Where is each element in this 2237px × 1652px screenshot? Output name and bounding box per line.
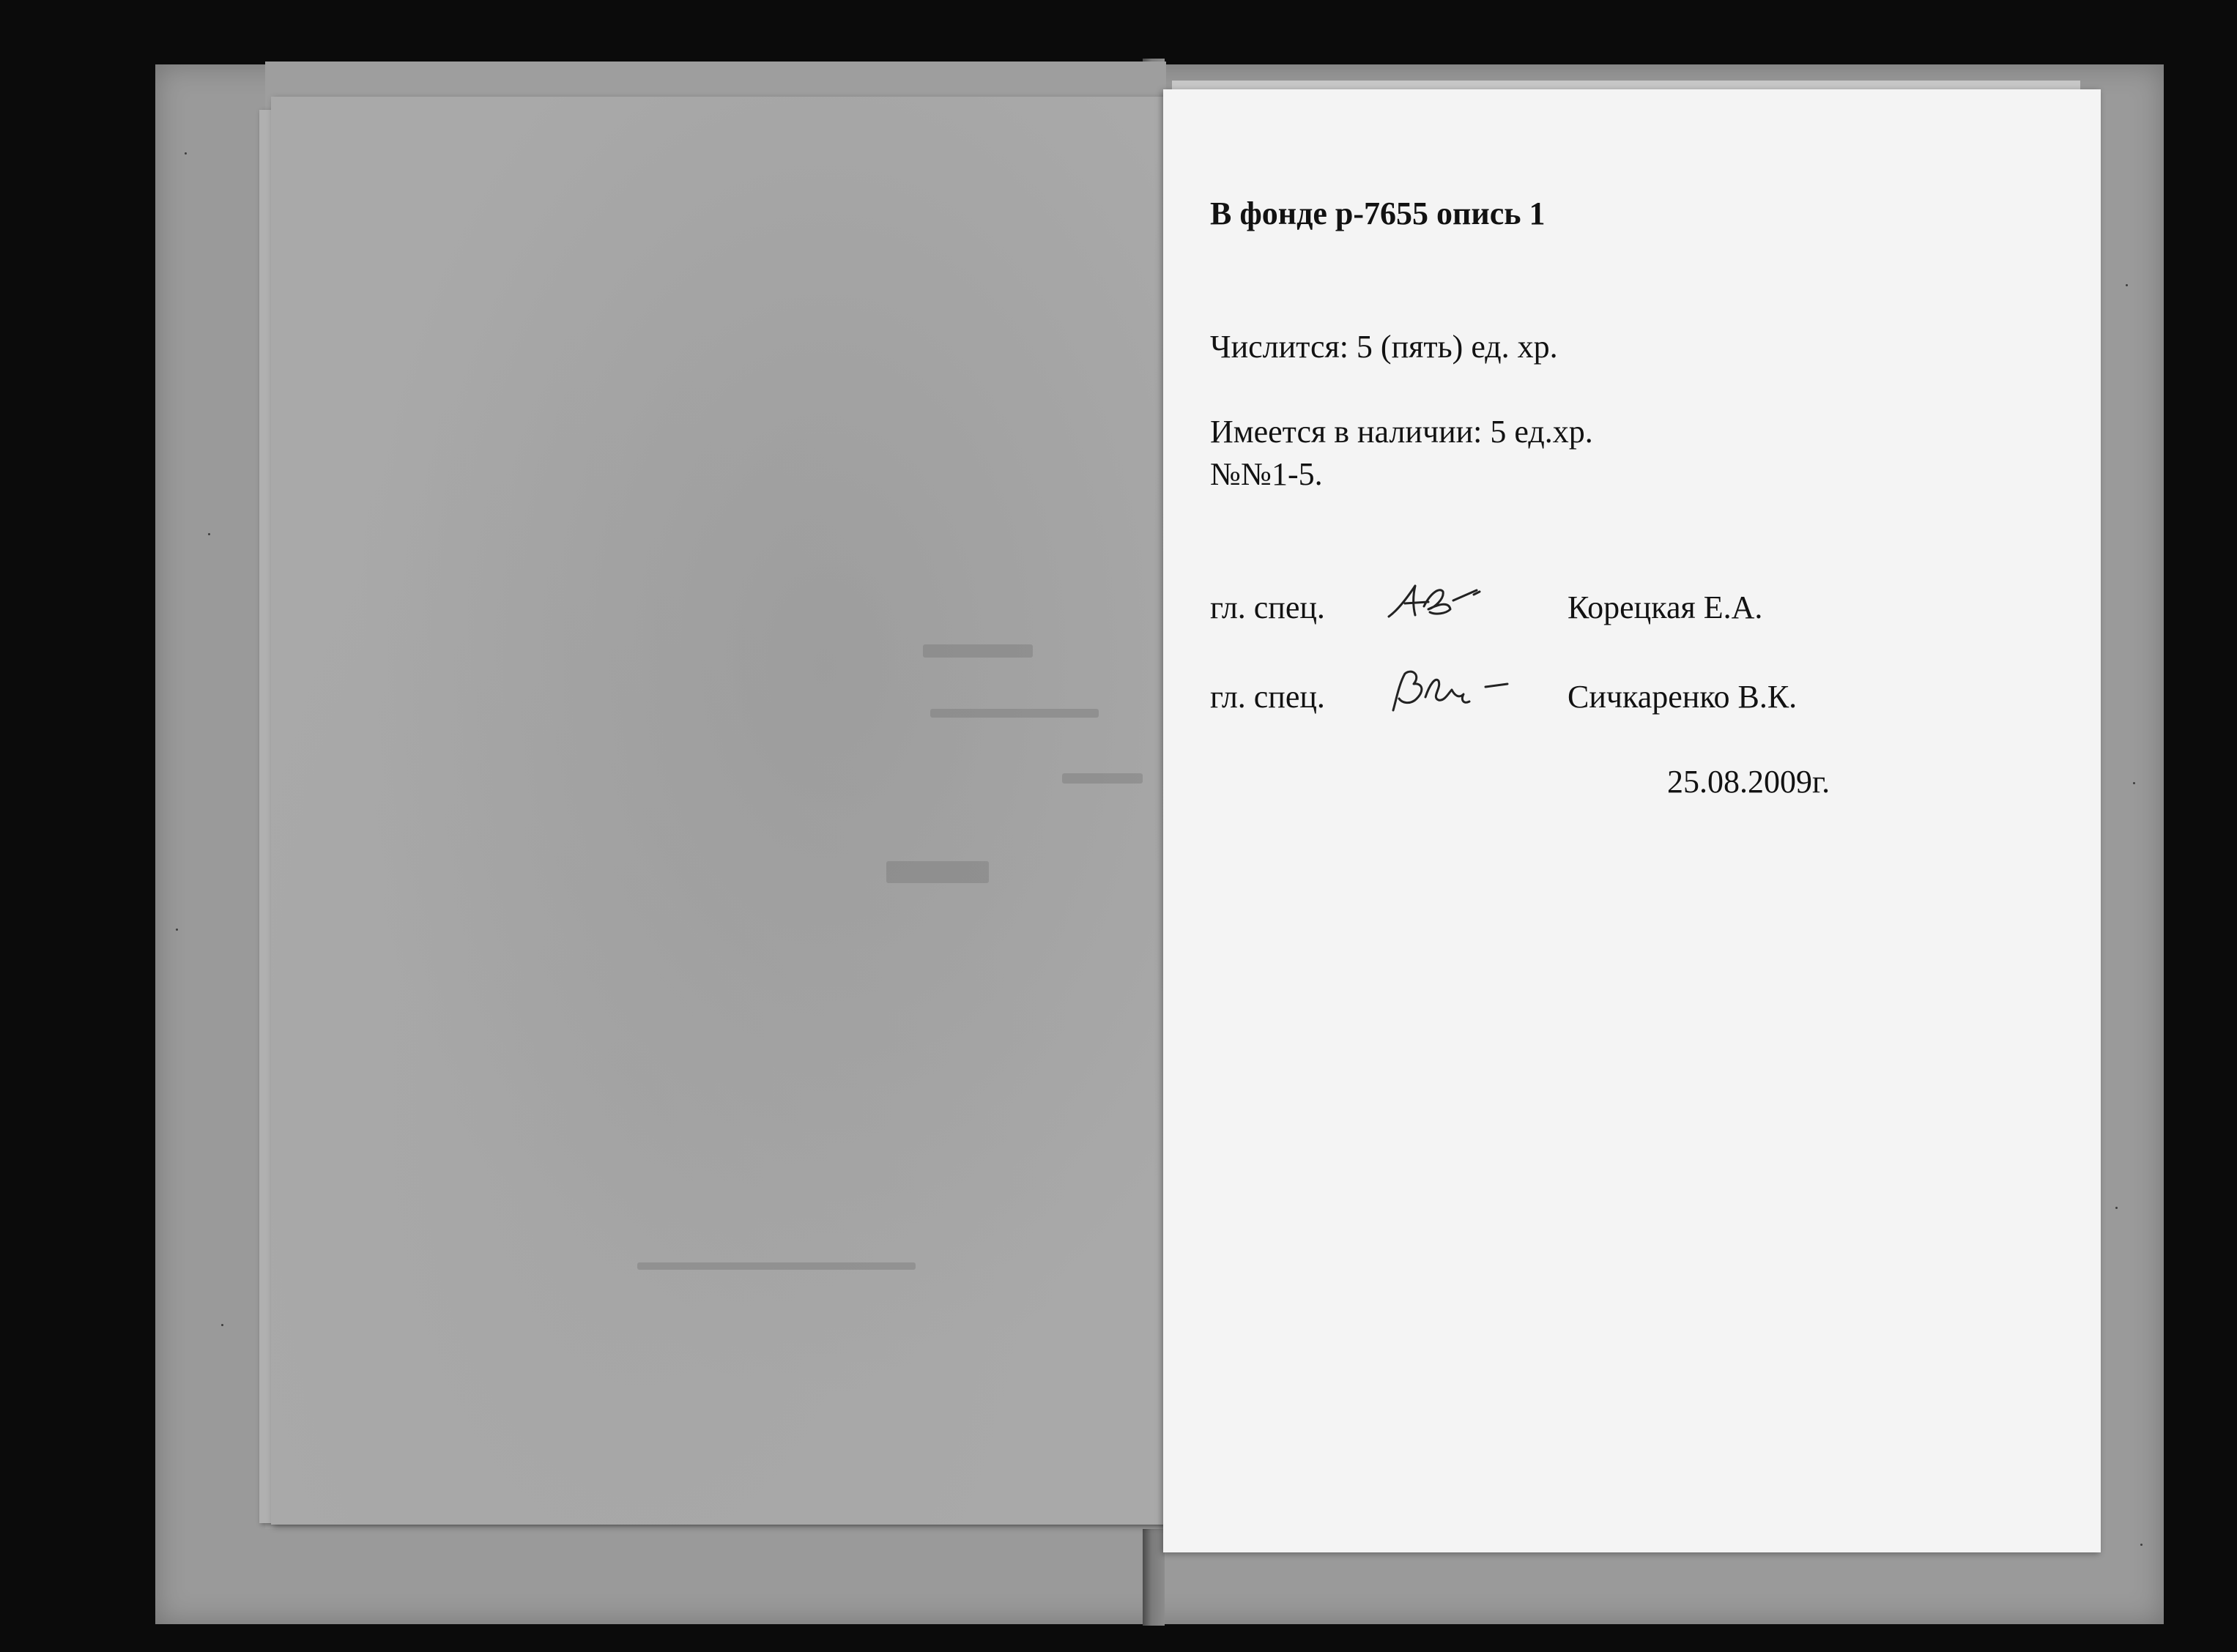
cover-fleck (185, 152, 187, 155)
right-page (1163, 89, 2101, 1552)
fond-heading: В фонде р-7655 опись 1 (1210, 196, 1546, 231)
cover-fleck (2126, 284, 2128, 286)
left-page (271, 97, 1194, 1525)
signatory-name-1: Корецкая Е.А. (1568, 589, 1763, 625)
signatory-role-1: гл. спец. (1210, 589, 1325, 625)
document-date: 25.08.2009г. (1667, 764, 1830, 800)
count-listed: Числится: 5 (пять) ед. хр. (1210, 329, 1558, 365)
cover-fleck (2140, 1544, 2143, 1546)
cover-fleck (221, 1324, 223, 1326)
bleed-through-mark (923, 644, 1033, 658)
signatory-name-2: Сичкаренко В.К. (1568, 679, 1798, 715)
cover-fleck (2115, 1207, 2118, 1209)
cover-fleck (208, 533, 210, 535)
count-available: Имеется в наличии: 5 ед.хр. (1210, 414, 1593, 450)
bleed-through-mark (886, 861, 989, 883)
cover-fleck (2133, 782, 2135, 784)
item-numbers: №№1-5. (1210, 456, 1323, 492)
bleed-through-mark (930, 709, 1099, 718)
bleed-through-mark (637, 1262, 916, 1270)
cover-fleck (176, 929, 178, 931)
signature-1 (1383, 574, 1522, 633)
signatory-role-2: гл. спец. (1210, 679, 1325, 715)
signature-2 (1383, 662, 1522, 721)
bleed-through-mark (1062, 773, 1143, 784)
